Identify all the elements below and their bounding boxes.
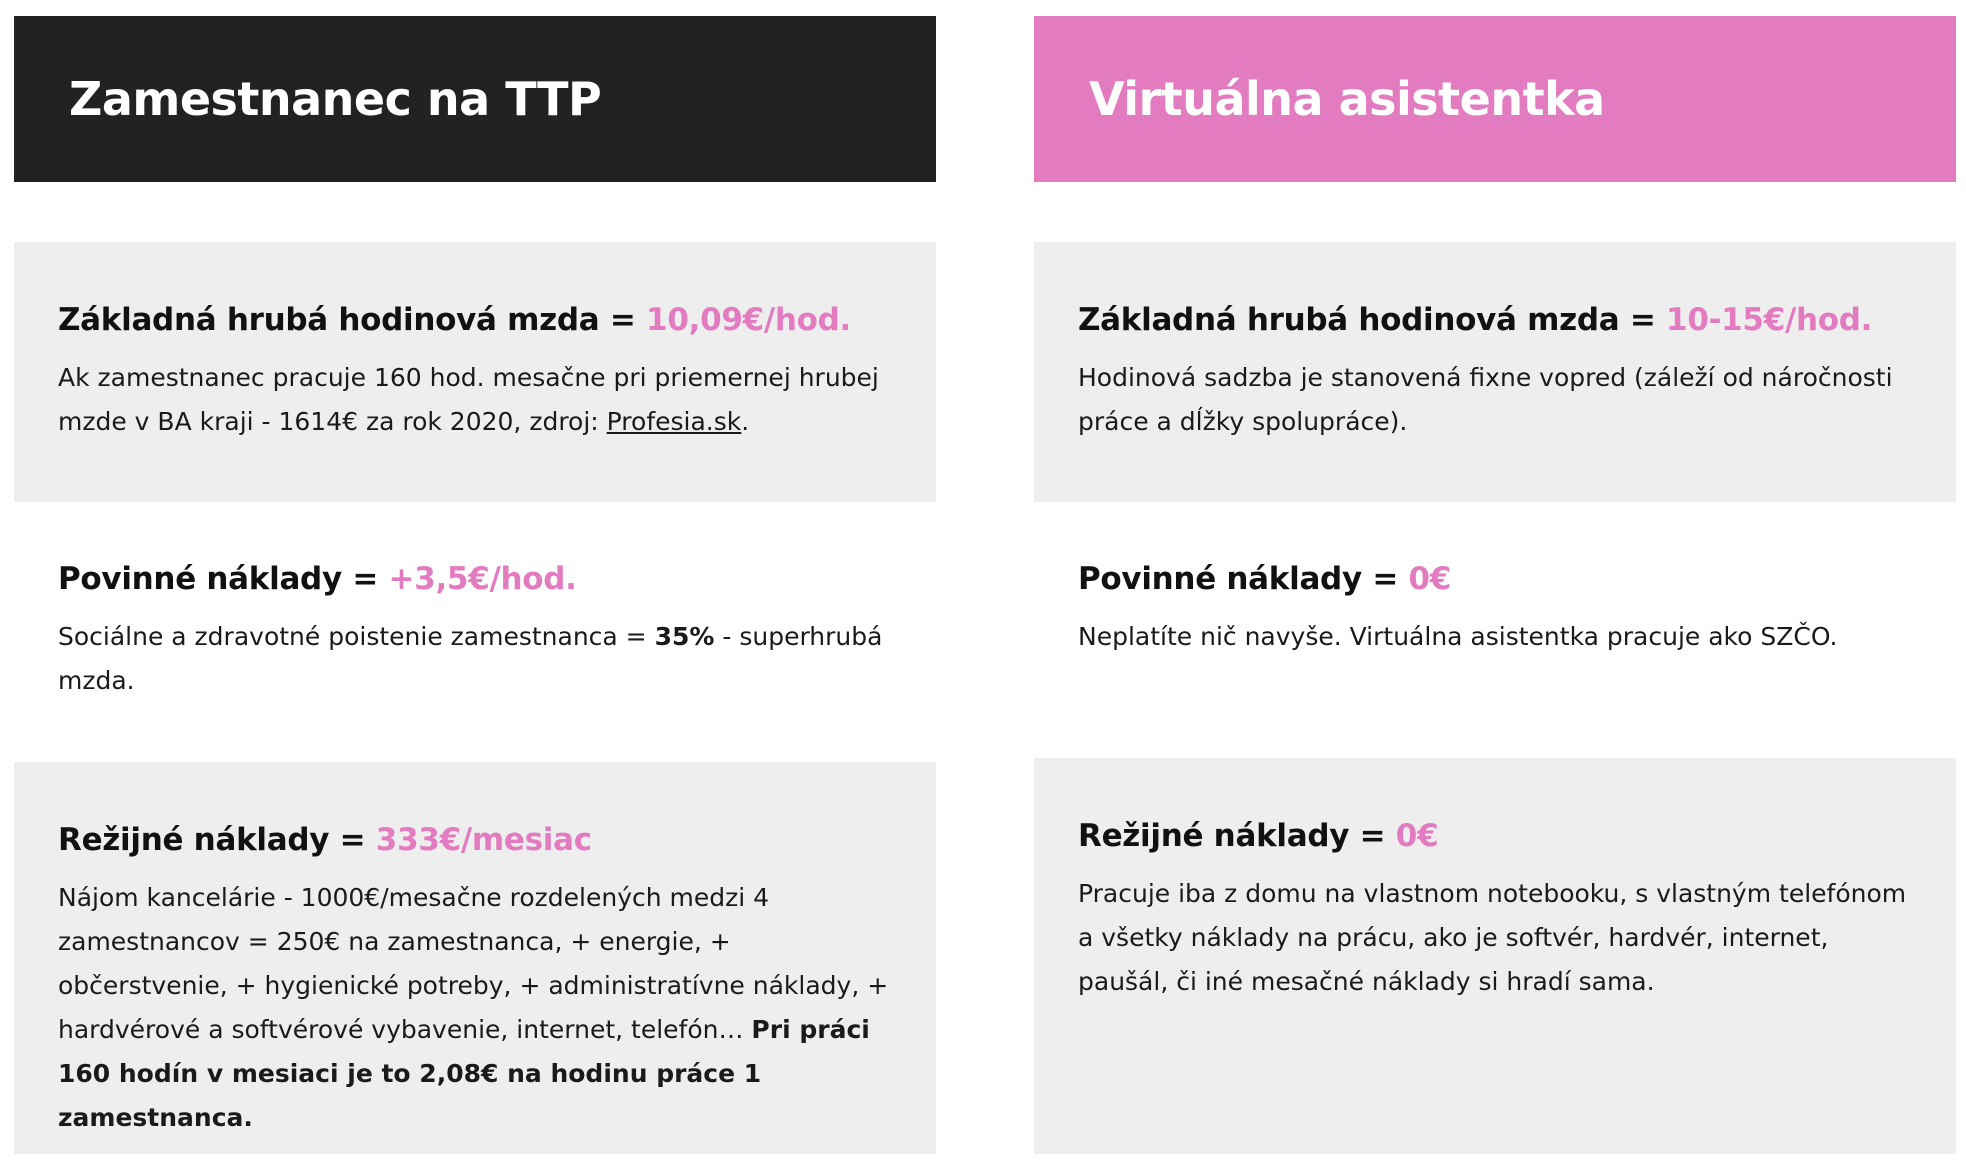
overhead-costs-value: 333€/mesiac <box>375 822 592 858</box>
overhead-costs-description: Nájom kancelárie - 1000€/mesačne rozdelených medzi 4 zamestnancov = 250€ na zamestnanca, + energie, + občerstvenie, + hygienické potreby, + administratívne náklady, + hardvérové a softvérové vybavenie, internet, telefón… Pri práci 160 hodín v mesiaci je to 2,08€ na hodinu práce 1 zamestnanca. <box>58 883 889 1132</box>
va-overhead-costs-description: Pracuje iba z domu na vlastnom notebooku, s vlastným telefónom a všetky náklady na prácu, ako je softvér, hardvér, internet, paušál, či iné mesačné náklady si hradí sama. <box>1078 879 1907 996</box>
va-overhead-costs-heading <box>1078 816 1912 856</box>
mandatory-costs-heading <box>58 559 892 599</box>
employee-header <box>14 16 936 182</box>
base-wage-heading <box>58 300 892 340</box>
base-wage-label: Základná hrubá hodinová mzda = <box>58 302 647 338</box>
employee-base-wage-block <box>14 242 936 502</box>
mandatory-costs-description: Sociálne a zdravotné poistenie zamestnanca = 35% - superhrubá mzda. <box>58 622 883 695</box>
va-base-wage-label: Základná hrubá hodinová mzda = <box>1078 302 1667 338</box>
va-mandatory-costs-block <box>1034 502 1956 752</box>
va-base-wage-description: Hodinová sadzba je stanovená fixne vopred (záleží od náročnosti práce a dĺžky spolupráce). <box>1078 363 1893 436</box>
va-column <box>1034 16 1956 996</box>
employee-overhead-costs-block <box>14 762 936 1154</box>
va-overhead-costs-label: Režijné náklady = <box>1078 818 1396 854</box>
va-mandatory-costs-description: Neplatíte nič navyše. Virtuálna asistentka pracuje ako SZČO. <box>1078 622 1838 651</box>
va-header-title: Virtuálna asistentka <box>1089 72 1605 126</box>
overhead-costs-label: Režijné náklady = <box>58 822 376 858</box>
profesia-link[interactable]: Profesia.sk <box>606 407 742 436</box>
base-wage-value: 10,09€/hod. <box>646 302 852 338</box>
va-overhead-costs-block <box>1034 758 1956 1154</box>
mandatory-costs-value: +3,5€/hod. <box>388 561 577 597</box>
overhead-summary-bold: Pri práci 160 hodín v mesiaci je to 2,08€ na hodinu práce 1 zamestnanca. <box>58 1015 870 1132</box>
va-base-wage-block <box>1034 242 1956 502</box>
va-header <box>1034 16 1956 182</box>
overhead-costs-heading <box>58 820 892 860</box>
va-base-wage-value: 10-15€/hod. <box>1666 302 1873 338</box>
va-mandatory-costs-label: Povinné náklady = <box>1078 561 1409 597</box>
va-base-wage-heading <box>1078 300 1912 340</box>
employee-header-title: Zamestnanec na TTP <box>69 72 602 126</box>
employee-mandatory-costs-block <box>14 502 936 752</box>
mandatory-costs-label: Povinné náklady = <box>58 561 389 597</box>
va-overhead-costs-value: 0€ <box>1395 818 1439 854</box>
va-mandatory-costs-heading <box>1078 559 1912 599</box>
percentage-bold: 35% <box>654 622 715 651</box>
employee-column <box>14 16 936 1132</box>
va-mandatory-costs-value: 0€ <box>1408 561 1452 597</box>
base-wage-description: Ak zamestnanec pracuje 160 hod. mesačne pri priemernej hrubej mzde v BA kraji - 1614€ za rok 2020, zdroj: Profesia.sk. <box>58 363 879 436</box>
